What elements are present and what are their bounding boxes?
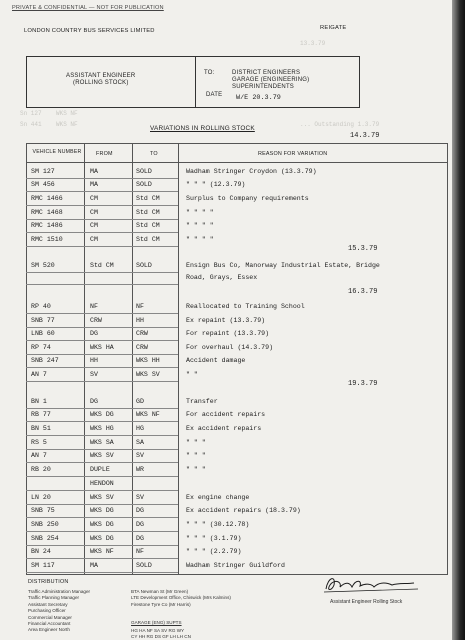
column-rule <box>84 144 85 574</box>
memo-to-line1: DISTRICT ENGINEERS <box>232 70 301 76</box>
row-rule <box>26 490 178 491</box>
cell-vehicle: RMC 1466 <box>31 195 63 202</box>
row-rule <box>26 178 178 179</box>
cell-vehicle: AN 7 <box>31 371 47 378</box>
cell-vehicle: BN 24 <box>31 548 51 555</box>
cell-from: CM <box>90 236 98 243</box>
row-rule <box>26 545 178 546</box>
row-rule <box>26 340 178 341</box>
cell-reason: " " " <box>186 466 206 473</box>
cell-reason: Ex engine change <box>186 494 250 501</box>
row-rule <box>26 219 178 220</box>
row-rule <box>26 205 178 206</box>
row-rule <box>26 367 178 368</box>
cell-from: DG <box>90 398 98 405</box>
cell-from: WKS DG <box>90 535 114 542</box>
cell-reason: Ensign Bus Co, Manorway Industrial Estate, Bridge <box>186 262 380 269</box>
cell-vehicle: RP 40 <box>31 303 51 310</box>
distribution-entry: Financial Accountant <box>28 621 71 626</box>
row-rule <box>26 572 178 573</box>
cell-from: MA <box>90 562 98 569</box>
cell-vehicle: BN 51 <box>31 425 51 432</box>
cell-vehicle: SM 520 <box>31 262 55 269</box>
cell-from: WKS SV <box>90 494 114 501</box>
garage-codes-line: HG HA NF SA SV RG WY <box>131 628 185 633</box>
cell-to: SV <box>136 494 144 501</box>
row-rule <box>26 381 178 382</box>
memo-from-line1: ASSISTANT ENGINEER <box>66 73 136 79</box>
row-rule <box>26 327 178 328</box>
cell-vehicle: RB 20 <box>31 466 51 473</box>
date-subheader: 14.3.79 <box>350 132 380 140</box>
cell-from: DG <box>90 330 98 337</box>
page-edge-shadow <box>452 0 465 640</box>
cell-vehicle: RMC 1510 <box>31 236 63 243</box>
date-subheader: 16.3.79 <box>348 288 378 296</box>
cell-from: WKS SV <box>90 452 114 459</box>
distribution-entry: BTA Newman St (Mr Green) <box>131 589 189 594</box>
cell-to: Std CM <box>136 236 160 243</box>
cell-to: WKS HH <box>136 357 160 364</box>
row-rule <box>26 476 178 477</box>
row-rule <box>26 272 178 273</box>
cell-to: SA <box>136 439 144 446</box>
office-name: REIGATE <box>320 25 347 31</box>
cell-to: NF <box>136 548 144 555</box>
cell-to: Std CM <box>136 209 160 216</box>
cell-to: WKS SV <box>136 371 160 378</box>
cell-to: Std CM <box>136 222 160 229</box>
cell-reason: " " " (2.2.79) <box>186 548 242 555</box>
cell-from: WKS DG <box>90 521 114 528</box>
cell-to: NF <box>136 303 144 310</box>
show-through-text: 13.3.79 <box>300 40 326 47</box>
show-through-text: Sn 441 WKS NF <box>20 121 78 128</box>
distribution-entry: Purchasing Officer <box>28 608 66 614</box>
cell-from: CM <box>90 209 98 216</box>
cell-from: Std CM <box>90 262 114 269</box>
show-through-text: ... Outstanding 1.3.79 <box>300 121 380 128</box>
cell-from: MA <box>90 181 98 188</box>
distribution-entry: Traffic Administration Manager <box>28 589 91 594</box>
signature-caption: Assistant Engineer Rolling Stock <box>330 599 403 605</box>
cell-from: WKS SA <box>90 439 114 446</box>
memo-to-line2: GARAGE (ENGINEERING) <box>232 77 310 83</box>
column-rule <box>178 144 179 574</box>
row-rule <box>26 421 178 422</box>
cell-to: Std CM <box>136 195 160 202</box>
classification-line: PRIVATE & CONFIDENTIAL — NOT FOR PUBLICATION <box>12 5 164 11</box>
cell-to: SOLD <box>136 181 152 188</box>
distribution-entry: Area Engineer North <box>28 627 70 633</box>
cell-vehicle: RP 74 <box>31 344 51 351</box>
document-title: VARIATIONS IN ROLLING STOCK <box>150 125 255 132</box>
cell-vehicle: SM 456 <box>31 181 55 188</box>
cell-reason: " " " " <box>186 222 214 229</box>
row-rule <box>26 558 178 559</box>
cell-from: WKS NF <box>90 548 114 555</box>
column-header-reason: REASON FOR VARIATION <box>258 151 328 157</box>
cell-reason: For overhaul (14.3.79) <box>186 344 274 351</box>
garage-codes-line: CY HH RG DS GF LH LH CN <box>131 634 191 639</box>
cell-reason: " " " (3.1.79) <box>186 535 242 542</box>
cell-reason: For repaint (13.3.79) <box>186 330 270 337</box>
cell-reason: " " " " <box>186 236 214 243</box>
row-rule <box>26 232 178 233</box>
cell-vehicle: BN 1 <box>31 398 47 405</box>
row-rule <box>26 354 178 355</box>
row-rule <box>26 462 178 463</box>
memo-to-line3: SUPERINTENDENTS <box>232 84 295 90</box>
cell-reason: Reallocated to Training School <box>186 303 305 310</box>
row-rule <box>26 531 178 532</box>
cell-from: MA <box>90 168 98 175</box>
cell-reason: Accident damage <box>186 357 246 364</box>
cell-to: DG <box>136 535 144 542</box>
signature-mark <box>322 571 422 597</box>
cell-to: HG <box>136 425 144 432</box>
cell-vehicle: AN 7 <box>31 452 47 459</box>
cell-vehicle: SM 127 <box>31 168 55 175</box>
cell-to: SOLD <box>136 562 152 569</box>
cell-reason: " " " <box>186 439 206 446</box>
cell-to: SOLD <box>136 168 152 175</box>
cell-to: CRW <box>136 330 148 337</box>
date-subheader: 19.3.79 <box>348 380 378 388</box>
cell-reason: For accident repairs <box>186 411 266 418</box>
column-header-from: FROM <box>96 151 113 157</box>
memo-date-label: DATE <box>206 92 223 98</box>
cell-to: DG <box>136 507 144 514</box>
cell-reason: Wadham Stringer Guildford <box>186 562 285 569</box>
cell-reason: Ex accident repairs <box>186 425 262 432</box>
date-subheader: 15.3.79 <box>348 245 378 253</box>
row-rule <box>26 191 178 192</box>
table-header-rule <box>26 162 447 163</box>
cell-reason: " " " (12.3.79) <box>186 181 246 188</box>
cell-reason: " " <box>186 371 198 378</box>
row-rule <box>26 284 178 285</box>
cell-from: DUPLE <box>90 466 110 473</box>
garage-label: GARAGE (ENG) SUPTS <box>131 620 182 625</box>
cell-vehicle: RB 77 <box>31 411 51 418</box>
cell-from: HENDON <box>90 480 114 487</box>
distribution-entry: Assistant Secretary <box>28 601 68 607</box>
distribution-entry: Commercial Manager <box>28 614 72 620</box>
memo-date-value: W/E 20.3.79 <box>236 94 281 102</box>
cell-vehicle: LNB 60 <box>31 330 55 337</box>
cell-to: WKS NF <box>136 411 160 418</box>
cell-to: WR <box>136 466 144 473</box>
cell-from: CM <box>90 222 98 229</box>
cell-vehicle: LN 20 <box>31 494 51 501</box>
cell-vehicle: SNB 247 <box>31 357 59 364</box>
distribution-label: DISTRIBUTION <box>28 579 69 585</box>
row-rule <box>26 504 178 505</box>
distribution-entry: Firestone Tyre Co (Mr Harris) <box>131 601 191 607</box>
column-header-to: TO <box>150 151 158 157</box>
cell-from: CM <box>90 195 98 202</box>
cell-reason: Transfer <box>186 398 218 405</box>
cell-to: CRW <box>136 344 148 351</box>
row-rule <box>26 449 178 450</box>
cell-from: WKS DG <box>90 411 114 418</box>
cell-vehicle: RMC 1486 <box>31 222 63 229</box>
row-rule <box>26 517 178 518</box>
cell-reason: " " " " <box>186 209 214 216</box>
cell-to: HH <box>136 317 144 324</box>
distribution-entry: Traffic Planning Manager <box>28 595 80 601</box>
column-rule <box>132 144 133 574</box>
cell-reason: Ex accident repairs (18.3.79) <box>186 507 301 514</box>
cell-vehicle: RMC 1468 <box>31 209 63 216</box>
column-header-vehicle: VEHICLE NUMBER <box>32 149 82 155</box>
cell-vehicle: SNB 77 <box>31 317 55 324</box>
cell-reason: Ex repaint (13.3.79) <box>186 317 266 324</box>
row-rule <box>26 246 178 247</box>
cell-to: GD <box>136 398 144 405</box>
cell-from: WKS HA <box>90 344 114 351</box>
row-rule <box>26 408 178 409</box>
cell-vehicle: SNB 254 <box>31 535 59 542</box>
memo-divider <box>195 57 196 107</box>
distribution-entry: LTE Development Office, Chiswick (Mrs Kalmins) <box>131 595 231 601</box>
cell-reason: " " " <box>186 452 206 459</box>
cell-vehicle: SNB 75 <box>31 507 55 514</box>
cell-from: SV <box>90 371 98 378</box>
row-rule <box>26 313 178 314</box>
cell-reason: Surplus to Company requirements <box>186 195 309 202</box>
cell-vehicle: SM 117 <box>31 562 55 569</box>
company-name: LONDON COUNTRY BUS SERVICES LIMITED <box>24 28 155 34</box>
cell-from: CRW <box>90 317 102 324</box>
cell-reason: " " " (30.12.78) <box>186 521 250 528</box>
cell-reason: Wadham Stringer Croydon (13.3.79) <box>186 168 317 175</box>
row-rule <box>26 435 178 436</box>
cell-from: WKS HG <box>90 425 114 432</box>
cell-to: SOLD <box>136 262 152 269</box>
cell-from: HH <box>90 357 98 364</box>
show-through-text: Sn 127 WKS NF <box>20 110 78 117</box>
cell-reason: Road, Grays, Essex <box>186 274 258 281</box>
cell-to: DG <box>136 521 144 528</box>
cell-vehicle: RS 5 <box>31 439 47 446</box>
cell-from: WKS DG <box>90 507 114 514</box>
memo-to-label: TO: <box>204 70 215 76</box>
cell-vehicle: SNB 250 <box>31 521 59 528</box>
memo-from-line2: (ROLLING STOCK) <box>73 80 129 86</box>
cell-from: NF <box>90 303 98 310</box>
cell-to: SV <box>136 452 144 459</box>
